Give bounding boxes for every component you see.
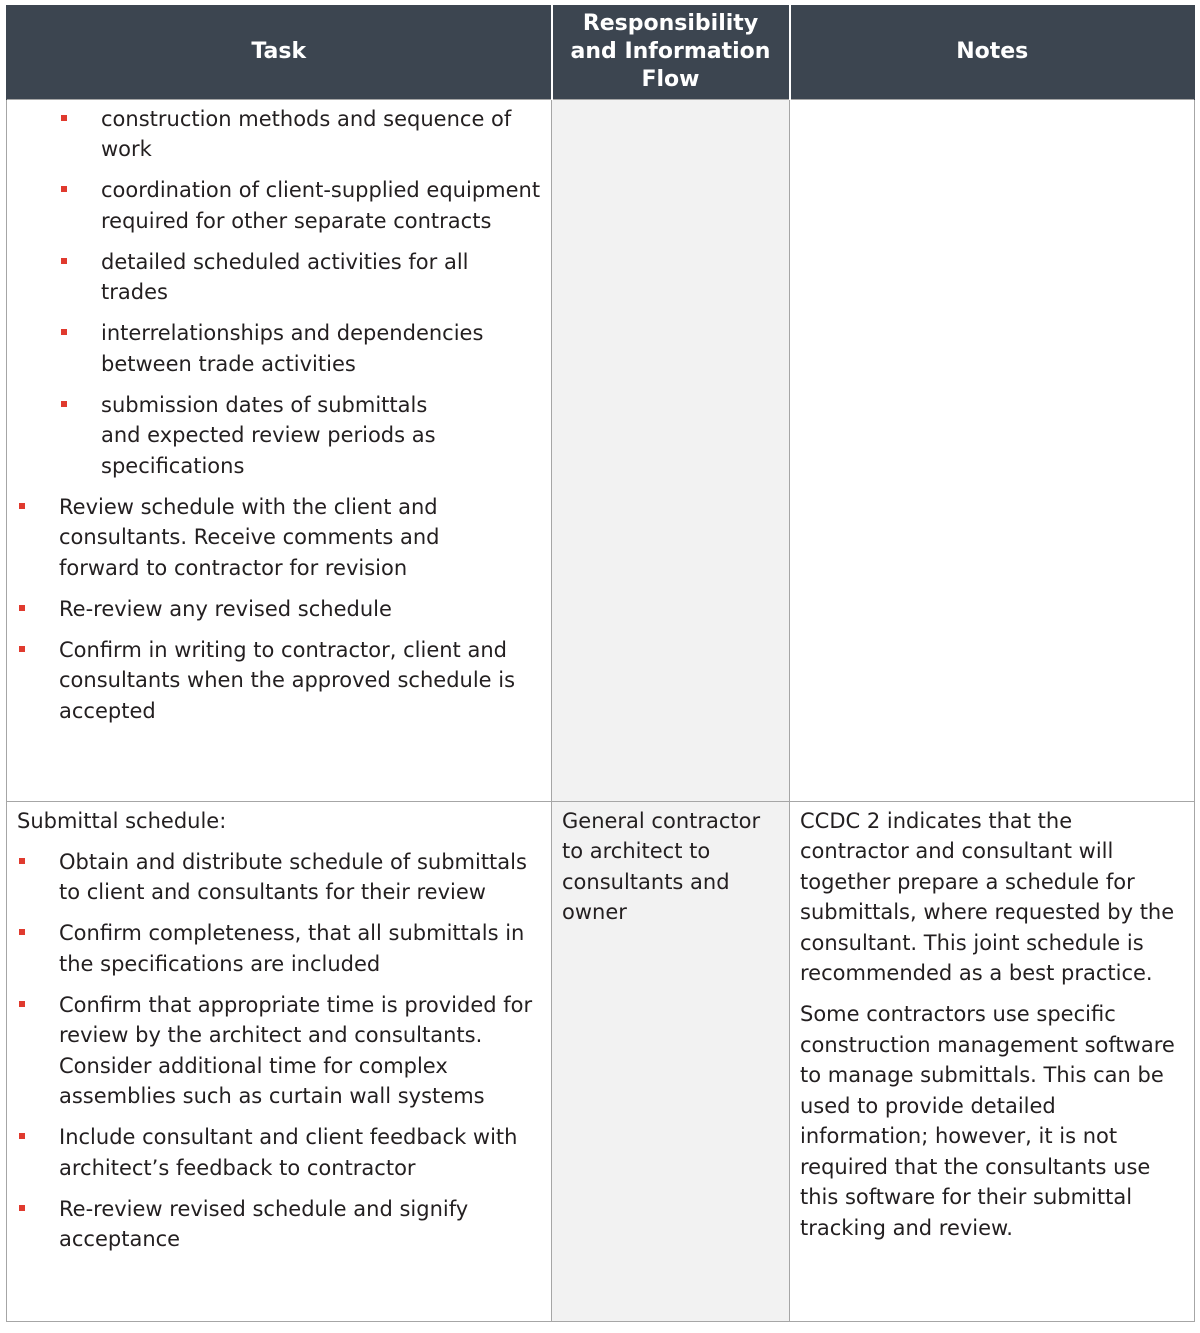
notes-cell xyxy=(790,801,1195,1321)
list-item xyxy=(17,1122,542,1183)
bullet-icon xyxy=(19,929,25,935)
list-item xyxy=(17,635,542,727)
list-item-text: Confirm that appropriate time is provided for review by the architect and consultants. Consider additional time for complex assemblies such as curtain wall systems xyxy=(59,992,533,1108)
header-task: Task xyxy=(7,5,552,99)
responsibility-cell xyxy=(552,99,790,801)
bullet-icon xyxy=(19,503,25,509)
bullet-list xyxy=(17,847,542,1255)
list-item xyxy=(17,918,542,979)
bullet-icon xyxy=(61,186,67,192)
list-item xyxy=(17,990,542,1112)
task-cell xyxy=(7,99,552,801)
note-paragraph: Some contractors use specific construction management software to manage submittals. This can be used to provide detailed information; however, it is not required that the consultants use this software for their submittal tracking and review. xyxy=(800,1002,1175,1240)
list-item xyxy=(59,247,542,308)
bullet-icon xyxy=(19,1001,25,1007)
note-paragraph: CCDC 2 indicates that the contractor and consultant will together prepare a schedule for submittals, where requested by the consultant. This joint schedule is recommended as a best practice. xyxy=(800,808,1175,985)
bullet-icon xyxy=(61,258,67,264)
bullet-icon xyxy=(19,646,25,652)
bullet-icon xyxy=(61,401,67,407)
section-title: Submittal schedule: xyxy=(17,808,227,833)
table-row xyxy=(7,99,1195,801)
list-item-text: interrelationships and dependencies between trade activities xyxy=(101,321,484,376)
list-item xyxy=(59,318,542,379)
list-item-text: submission dates of submittals and expected review periods as specifications xyxy=(101,392,436,478)
table-row xyxy=(7,801,1195,1321)
list-item-text: construction methods and sequence of work xyxy=(101,106,512,161)
nested-bullet-list xyxy=(59,104,542,482)
list-item xyxy=(59,175,542,236)
responsibility-cell xyxy=(552,801,790,1321)
header-notes: Notes xyxy=(790,5,1195,99)
bullet-icon xyxy=(19,605,25,611)
notes-cell xyxy=(790,99,1195,801)
list-item xyxy=(59,104,542,165)
bullet-list xyxy=(17,492,542,727)
list-item-text: Review schedule with the client and consultants. Receive comments and forward to contractor for revision xyxy=(59,494,440,580)
list-item-text: coordination of client-supplied equipment required for other separate contracts xyxy=(101,178,541,233)
responsibility-text: General contractor to architect to consultants and owner xyxy=(562,808,761,924)
list-item xyxy=(17,594,542,625)
list-item-text: Confirm in writing to contractor, client and consultants when the approved schedule is accepted xyxy=(59,637,516,723)
list-item xyxy=(17,847,542,908)
list-item-text: Obtain and distribute schedule of submittals to client and consultants for their review xyxy=(59,849,527,904)
bullet-icon xyxy=(61,329,67,335)
bullet-icon xyxy=(19,1133,25,1139)
header-row xyxy=(7,5,1195,99)
task-cell xyxy=(7,801,552,1321)
list-item xyxy=(59,390,542,482)
list-item-text: Re-review revised schedule and signify acceptance xyxy=(59,1196,469,1251)
bullet-icon xyxy=(61,115,67,121)
list-item-text: Include consultant and client feedback with architect’s feedback to contractor xyxy=(59,1125,518,1180)
list-item xyxy=(17,1194,542,1255)
schedule-table xyxy=(6,5,1195,1322)
header-responsibility: Responsibility and Information Flow xyxy=(552,5,790,99)
bullet-icon xyxy=(19,1205,25,1211)
list-item-text: detailed scheduled activities for all trades xyxy=(101,249,469,304)
list-item-text: Confirm completeness, that all submittals in the specifications are included xyxy=(59,921,525,976)
bullet-icon xyxy=(19,858,25,864)
list-item-text: Re-review any revised schedule xyxy=(59,596,392,621)
list-item xyxy=(17,492,542,584)
